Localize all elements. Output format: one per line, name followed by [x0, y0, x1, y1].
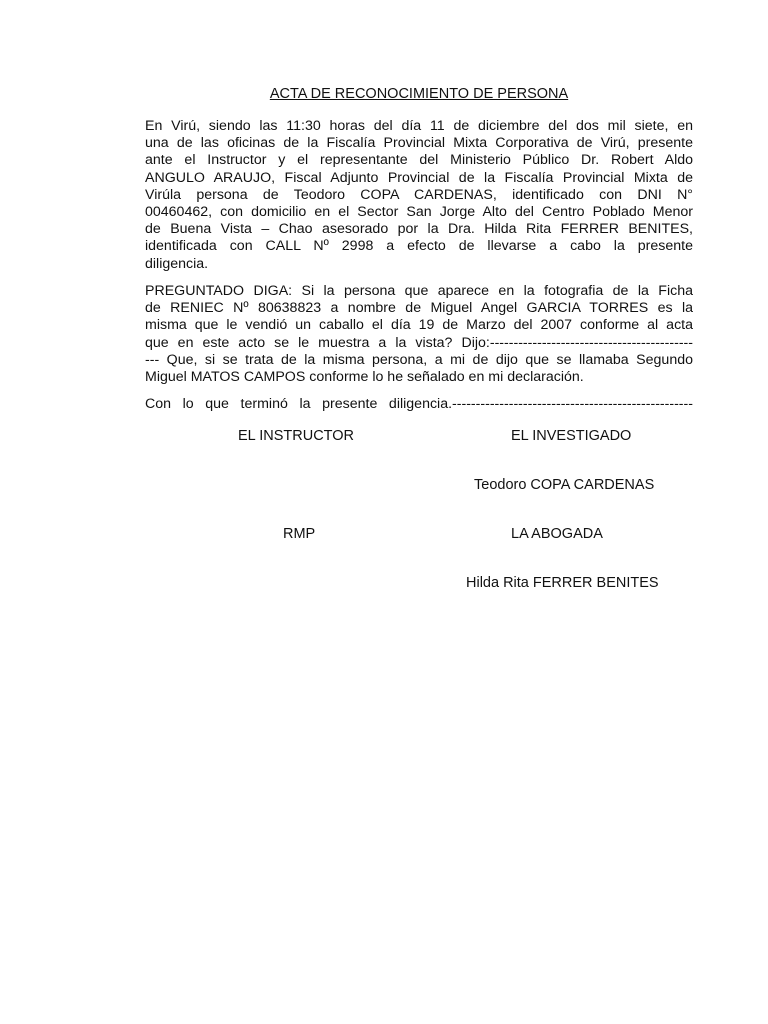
- signature-label-rmp: RMP: [283, 526, 316, 542]
- paragraph-line: de RENIEC Nº 80638823 a nombre de Miguel Angel GARCIA TORRES es la: [145, 300, 693, 317]
- paragraph-line: misma que le vendió un caballo el día 19 de Marzo del 2007 conforme al acta: [145, 317, 693, 334]
- paragraph-line: ANGULO ARAUJO, Fiscal Adjunto Provincial de la Fiscalía Provincial Mixta de: [145, 169, 693, 186]
- paragraph-closing: [145, 396, 693, 413]
- paragraph-question: [145, 283, 693, 386]
- paragraph-line: Virúla persona de Teodoro COPA CARDENAS, identificado con DNI N°: [145, 186, 693, 203]
- document-title: ACTA DE RECONOCIMIENTO DE PERSONA: [269, 86, 569, 102]
- paragraph-line: de Buena Vista – Chao asesorado por la Dra. Hilda Rita FERRER BENITES,: [145, 221, 693, 238]
- signature-name-abogada: Hilda Rita FERRER BENITES: [466, 575, 659, 591]
- paragraph-line: Miguel MATOS CAMPOS conforme lo he señalado en mi declaración.: [145, 368, 584, 385]
- paragraph-line: identificada con CALL Nº 2998 a efecto de llevarse a cabo la presente: [145, 238, 693, 255]
- signature-label-abogada: LA ABOGADA: [511, 526, 603, 542]
- paragraph-line: PREGUNTADO DIGA: Si la persona que aparece en la fotografia de la Ficha: [145, 283, 693, 299]
- paragraph-line: --- Que, si se trata de la misma persona, a mi de dijo que se llamaba Segundo: [145, 351, 693, 368]
- paragraph-line: que en este acto se le muestra a la vista? Dijo:-------------------------------------------: [145, 334, 693, 351]
- signature-name-investigado: Teodoro COPA CARDENAS: [474, 477, 655, 493]
- paragraph-line: ante el Instructor y el representante del Ministerio Público Dr. Robert Aldo: [145, 152, 693, 169]
- paragraph-line: una de las oficinas de la Fiscalía Provincial Mixta Corporativa de Virú, presente: [145, 135, 693, 152]
- signature-label-investigado: EL INVESTIGADO: [511, 428, 632, 444]
- paragraph-line: Con lo que terminó la presente diligencia.---------------------------------------------------: [145, 396, 693, 412]
- paragraph-line: En Virú, siendo las 11:30 horas del día 11 de diciembre del dos mil siete, en: [145, 118, 693, 134]
- paragraph-intro: [145, 118, 693, 273]
- paragraph-line: 00460462, con domicilio en el Sector San Jorge Alto del Centro Poblado Menor: [145, 203, 693, 220]
- signature-label-instructor: EL INSTRUCTOR: [238, 428, 355, 444]
- paragraph-line: diligencia.: [145, 255, 209, 272]
